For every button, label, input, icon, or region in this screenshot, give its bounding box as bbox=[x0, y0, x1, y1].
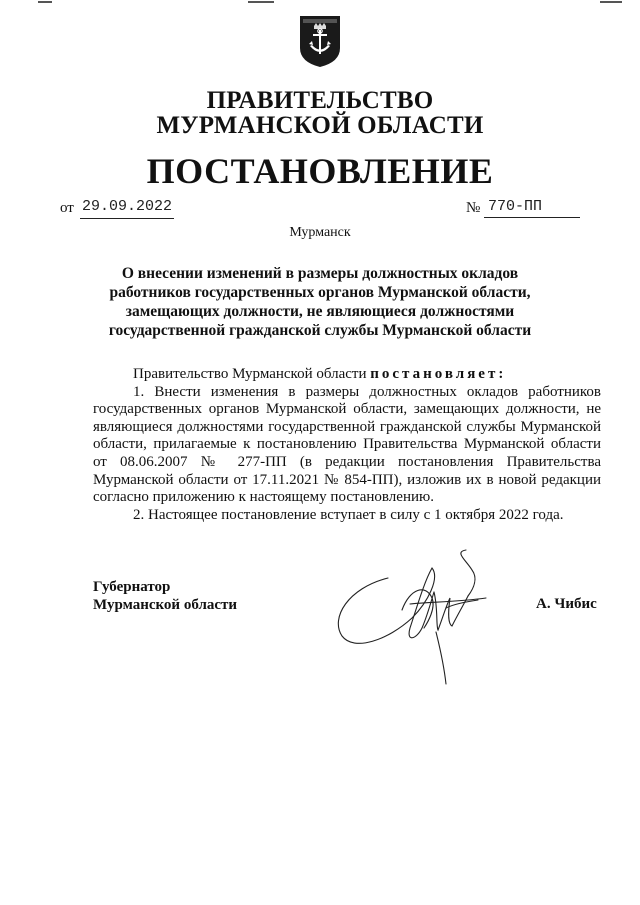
city: Мурманск bbox=[289, 225, 351, 240]
date-value: 29.09.2022 bbox=[80, 198, 174, 219]
clause-1: 1. Внести изменения в размеры должностных окладов работников государственных органов Мурманской области, замещающих должности, не являющиеся должностями государственной гражданской службы Мурманской области, прилагаемые к постановлению Правительства Мурманской области от 08.06.2007 № 277-ПП (в редакции постановления Правительства Мурманской области от 17.11.2021 № 854-ПП), изложив их в новой редакции согласно приложению к настоящему постановлению. bbox=[93, 383, 601, 506]
intro-lead: Правительство Мурманской области bbox=[133, 366, 371, 382]
organization-name-line1: ПРАВИТЕЛЬСТВО bbox=[206, 87, 434, 114]
handwritten-signature-icon bbox=[328, 548, 508, 688]
signer-position bbox=[93, 578, 237, 614]
coat-of-arms-icon bbox=[298, 14, 342, 68]
document-body bbox=[93, 366, 601, 524]
document-number: 770-ПП bbox=[484, 198, 580, 218]
document-type-title: ПОСТАНОВЛЕНИЕ bbox=[146, 151, 494, 191]
number-label: № bbox=[466, 200, 481, 216]
signer-position-line1: Губернатор bbox=[93, 579, 171, 595]
scan-top-marks bbox=[0, 0, 640, 8]
document-subject: О внесении изменений в размеры должностных окладов работников государственных органов Мурманской области, замещающих должности, не являющиеся должностями государственной гражданской службы Мурманской области bbox=[108, 265, 532, 339]
signer-position-line2: Мурманской области bbox=[93, 597, 238, 613]
organization-name-line2: МУРМАНСКОЙ ОБЛАСТИ bbox=[156, 112, 484, 139]
intro-paragraph bbox=[93, 366, 601, 384]
date-label: от bbox=[60, 200, 74, 216]
intro-verb: постановляет: bbox=[370, 366, 507, 382]
signer-name: А. Чибис bbox=[536, 596, 597, 612]
clause-2: 2. Настоящее постановление вступает в силу с 1 октября 2022 года. bbox=[133, 506, 564, 523]
